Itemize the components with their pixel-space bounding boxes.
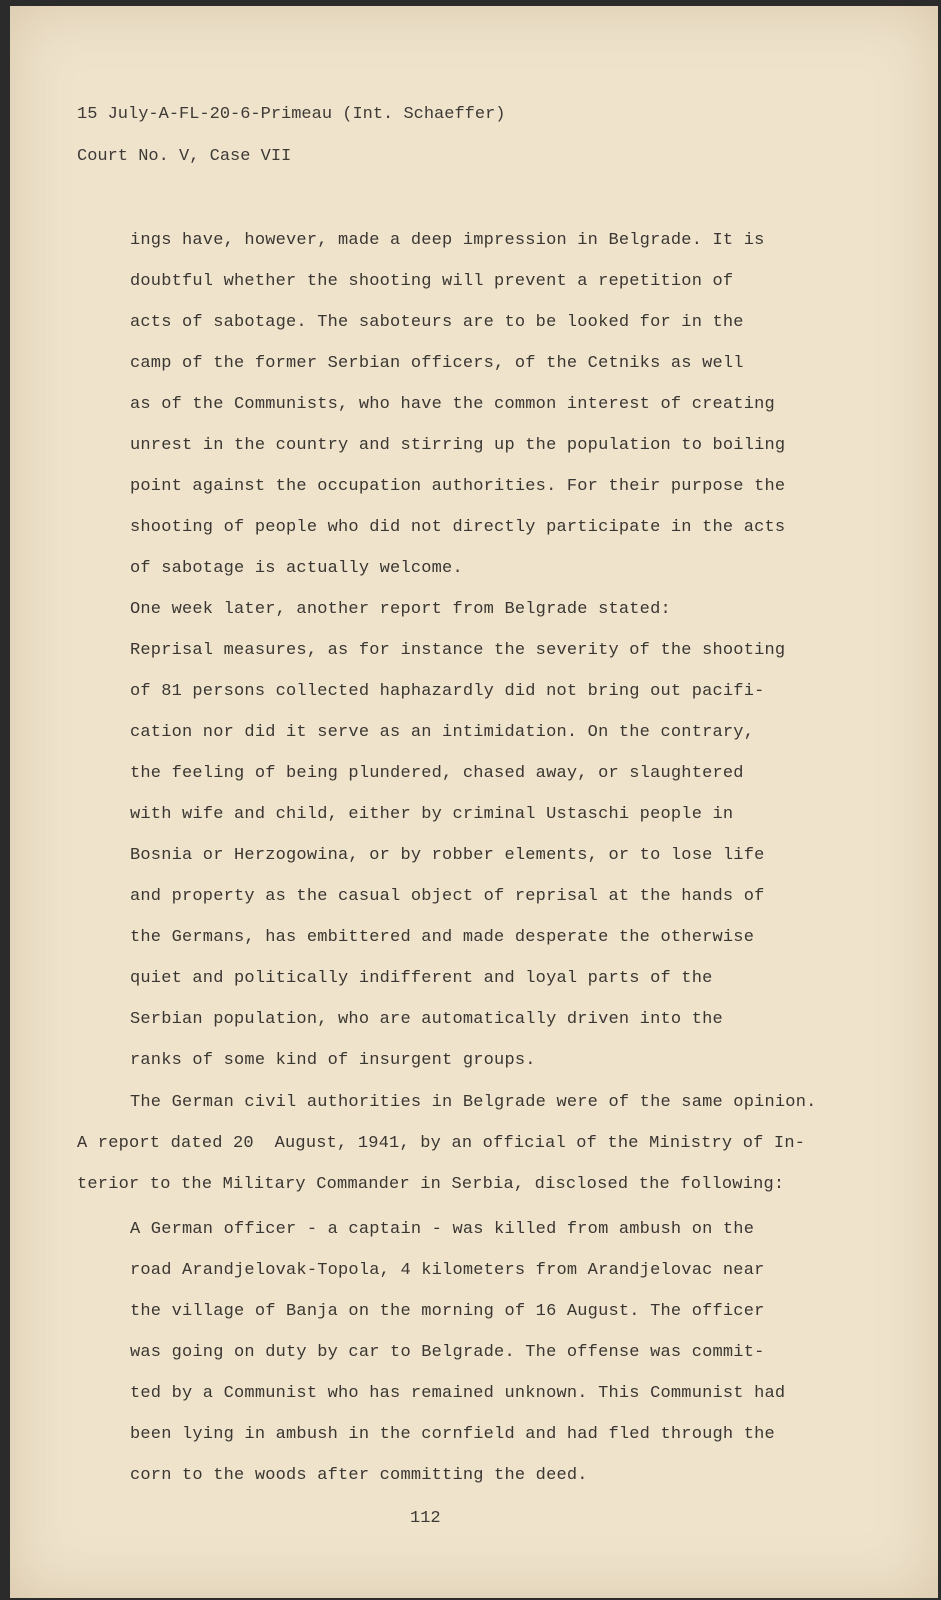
quote1-line: acts of sabotage. The saboteurs are to be looked for in the bbox=[130, 313, 744, 332]
paragraph-line: The German civil authorities in Belgrade were of the same opinion. bbox=[130, 1093, 817, 1112]
document-page bbox=[10, 6, 938, 1598]
quote2-line: the Germans, has embittered and made desperate the otherwise bbox=[130, 928, 755, 947]
quote1-line: as of the Communists, who have the common interest of creating bbox=[130, 395, 775, 414]
quote2-line: quiet and politically indifferent and loyal parts of the bbox=[130, 969, 713, 988]
quote3-line: A German officer - a captain - was killed from ambush on the bbox=[130, 1220, 755, 1239]
quote3-line: the village of Banja on the morning of 16 August. The officer bbox=[130, 1302, 765, 1321]
page-number: 112 bbox=[410, 1509, 441, 1528]
quote2-line: of 81 persons collected haphazardly did not bring out pacifi- bbox=[130, 682, 765, 701]
quote2-line: cation nor did it serve as an intimidation. On the contrary, bbox=[130, 723, 755, 742]
quote1-line: shooting of people who did not directly participate in the acts bbox=[130, 518, 786, 537]
quote2-line: ranks of some kind of insurgent groups. bbox=[130, 1051, 536, 1070]
header-line-2: Court No. V, Case VII bbox=[77, 147, 292, 166]
quote3-line: road Arandjelovak-Topola, 4 kilometers from Arandjelovac near bbox=[130, 1261, 765, 1280]
quote1-line: camp of the former Serbian officers, of the Cetniks as well bbox=[130, 354, 744, 373]
paragraph-line: terior to the Military Commander in Serbia, disclosed the following: bbox=[77, 1175, 785, 1194]
quote3-line: been lying in ambush in the cornfield and had fled through the bbox=[130, 1425, 775, 1444]
quote1-line: doubtful whether the shooting will prevent a repetition of bbox=[130, 272, 734, 291]
quote2-line: with wife and child, either by criminal Ustaschi people in bbox=[130, 805, 734, 824]
quote3-line: corn to the woods after committing the deed. bbox=[130, 1466, 588, 1485]
quote2-line: and property as the casual object of reprisal at the hands of bbox=[130, 887, 765, 906]
quote3-line: was going on duty by car to Belgrade. The offense was commit- bbox=[130, 1343, 765, 1362]
quote2-line: Reprisal measures, as for instance the severity of the shooting bbox=[130, 641, 786, 660]
paragraph-line: A report dated 20 August, 1941, by an official of the Ministry of In- bbox=[77, 1134, 806, 1153]
header-line-1: 15 July-A-FL-20-6-Primeau (Int. Schaeffer) bbox=[77, 105, 506, 124]
quote2-line: the feeling of being plundered, chased away, or slaughtered bbox=[130, 764, 744, 783]
quote2-line: Bosnia or Herzogowina, or by robber elements, or to lose life bbox=[130, 846, 765, 865]
quote1-line: unrest in the country and stirring up the population to boiling bbox=[130, 436, 786, 455]
intro-line: One week later, another report from Belgrade stated: bbox=[130, 600, 671, 619]
quote1-line: ings have, however, made a deep impression in Belgrade. It is bbox=[130, 231, 765, 250]
quote3-line: ted by a Communist who has remained unknown. This Communist had bbox=[130, 1384, 786, 1403]
quote1-line: of sabotage is actually welcome. bbox=[130, 559, 463, 578]
quote1-line: point against the occupation authorities. For their purpose the bbox=[130, 477, 786, 496]
quote2-line: Serbian population, who are automatically driven into the bbox=[130, 1010, 723, 1029]
